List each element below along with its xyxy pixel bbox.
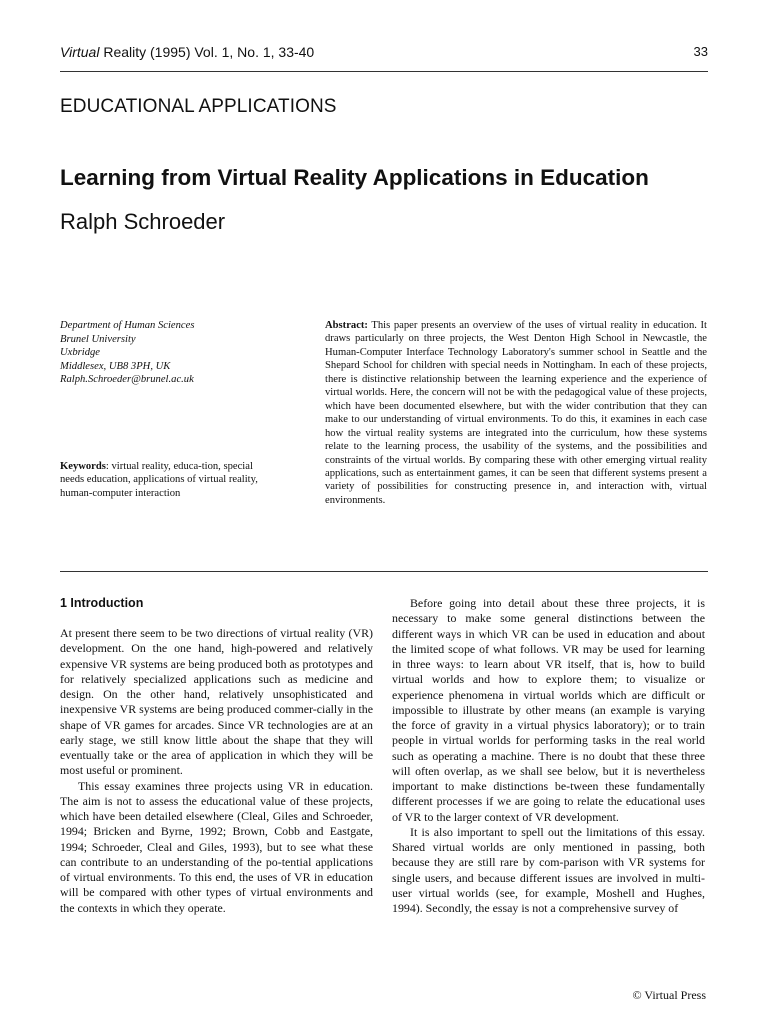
journal-volume-info: Reality (1995) Vol. 1, No. 1, 33-40 xyxy=(99,44,315,60)
copyright-footer: © Virtual Press xyxy=(632,988,706,1002)
affiliation-university: Brunel University xyxy=(60,333,136,345)
keywords-label: Keywords xyxy=(60,461,106,472)
left-column xyxy=(60,626,373,916)
running-header xyxy=(60,44,708,64)
body-paragraph: At present there seem to be two directions of virtual reality (VR) development. On the one hand, high-powered and relatively expensive VR systems are being produced both as prototypes and for relatively specialized applications such as medicine and design. On the other hand, relatively unsophisticated and inexpensive VR systems are being produced commer-cially in the shape of VR games for arcades. Since VR technologies are at an early stage, we still know little about the shape that they will eventually take or the area of application in which they will be most useful or prominent. xyxy=(60,626,373,778)
section-label: EDUCATIONAL APPLICATIONS xyxy=(60,96,337,117)
abstract-label: Abstract: xyxy=(325,320,368,331)
paper-title: Learning from Virtual Reality Applications in Education xyxy=(60,165,649,190)
keywords-text: : virtual reality, educa-tion, special needs education, applications of virtual reality, human-computer interaction xyxy=(60,461,258,499)
affiliation-department: Department of Human Sciences xyxy=(60,320,195,331)
body-paragraph: It is also important to spell out the limitations of this essay. Shared virtual worlds are only mentioned in passing, both because they are still rare by com-parison with VR systems for single users, and because different issues are involved in multi-user virtual worlds (see, for example, Moshell and Hughes, 1994). Secondly, the essay is not a comprehensive survey of xyxy=(392,824,705,915)
journal-citation xyxy=(60,44,314,60)
abstract-text: This paper presents an overview of the uses of virtual reality in education. It draws particularly on three projects, the West Denton High School in Newcastle, the Human-Computer Interface Technology Laboratory's summer school in Seattle and the Shepard School for children with special needs in Nottingham. In each of these projects, there is distinctive relationship between the learning experience and the experience of virtual worlds. Here, the concern will not be with the pedagogical value of these projects, which have been documented elsewhere, but with the wider contribution that they can make to our understanding of virtual environments. To do this, it examines in each case how the virtual reality systems are integrated into the curriculum, how these systems relate to the learning process, the usability of the systems, and the possibilities and constraints of the virtual worlds. By comparing these with other emerging virtual reality applications, such as entertainment games, it can be seen that different systems present a variety of possibilities for constructing presence in, and interaction with, virtual environments. xyxy=(325,320,707,506)
author-name: Ralph Schroeder xyxy=(60,209,226,234)
keywords-block xyxy=(60,460,275,500)
section-heading-introduction: 1 Introduction xyxy=(60,596,144,610)
header-rule xyxy=(60,71,708,72)
affiliation-email: Ralph.Schroeder@brunel.ac.uk xyxy=(60,374,194,386)
body-paragraph: Before going into detail about these three projects, it is necessary to make some general distinctions between the different ways in which VR can be used in education and about the limited scope of what follows. VR may be used for learning in three ways: to learn about VR itself, that is, how to build virtual worlds and how to explore them; to visualize or experience phenomena in virtual worlds which are difficult or impossible to illustrate by other means (an example is varying the force of gravity in a virtual physics laboratory); or to train people in virtual worlds for performing tasks in the real world such as operating a machine. There is no doubt that these three will often overlap, as we shall see below, but it is nevertheless important to make distinctions be-tween these fundamentally different processes if we are going to relate the educational uses of VR to the larger context of VR development. xyxy=(392,596,705,824)
affiliation-town: Uxbridge xyxy=(60,347,101,359)
abstract-block xyxy=(325,319,707,507)
right-column xyxy=(392,596,705,916)
body-paragraph: This essay examines three projects using VR in education. The aim is not to assess the educational value of these projects, which have been detailed elsewhere (Cleal, Giles and Schroeder, 1994; Bricken and Byrne, 1992; Brown, Cobb and Eastgate, 1994; Schroeder, Cleal and Giles, 1993), but to see what these can contribute to an understanding of the po-tential applications of virtual environments. To this end, the uses of VR in education will be compared with other types of virtual environments and the contexts in which they operate. xyxy=(60,778,373,915)
abstract-rule xyxy=(60,571,708,572)
author-affiliation xyxy=(60,319,290,387)
page-number: 33 xyxy=(693,44,708,59)
affiliation-address: Middlesex, UB8 3PH, UK xyxy=(60,360,171,372)
journal-name-italic: Virtual xyxy=(60,44,100,60)
